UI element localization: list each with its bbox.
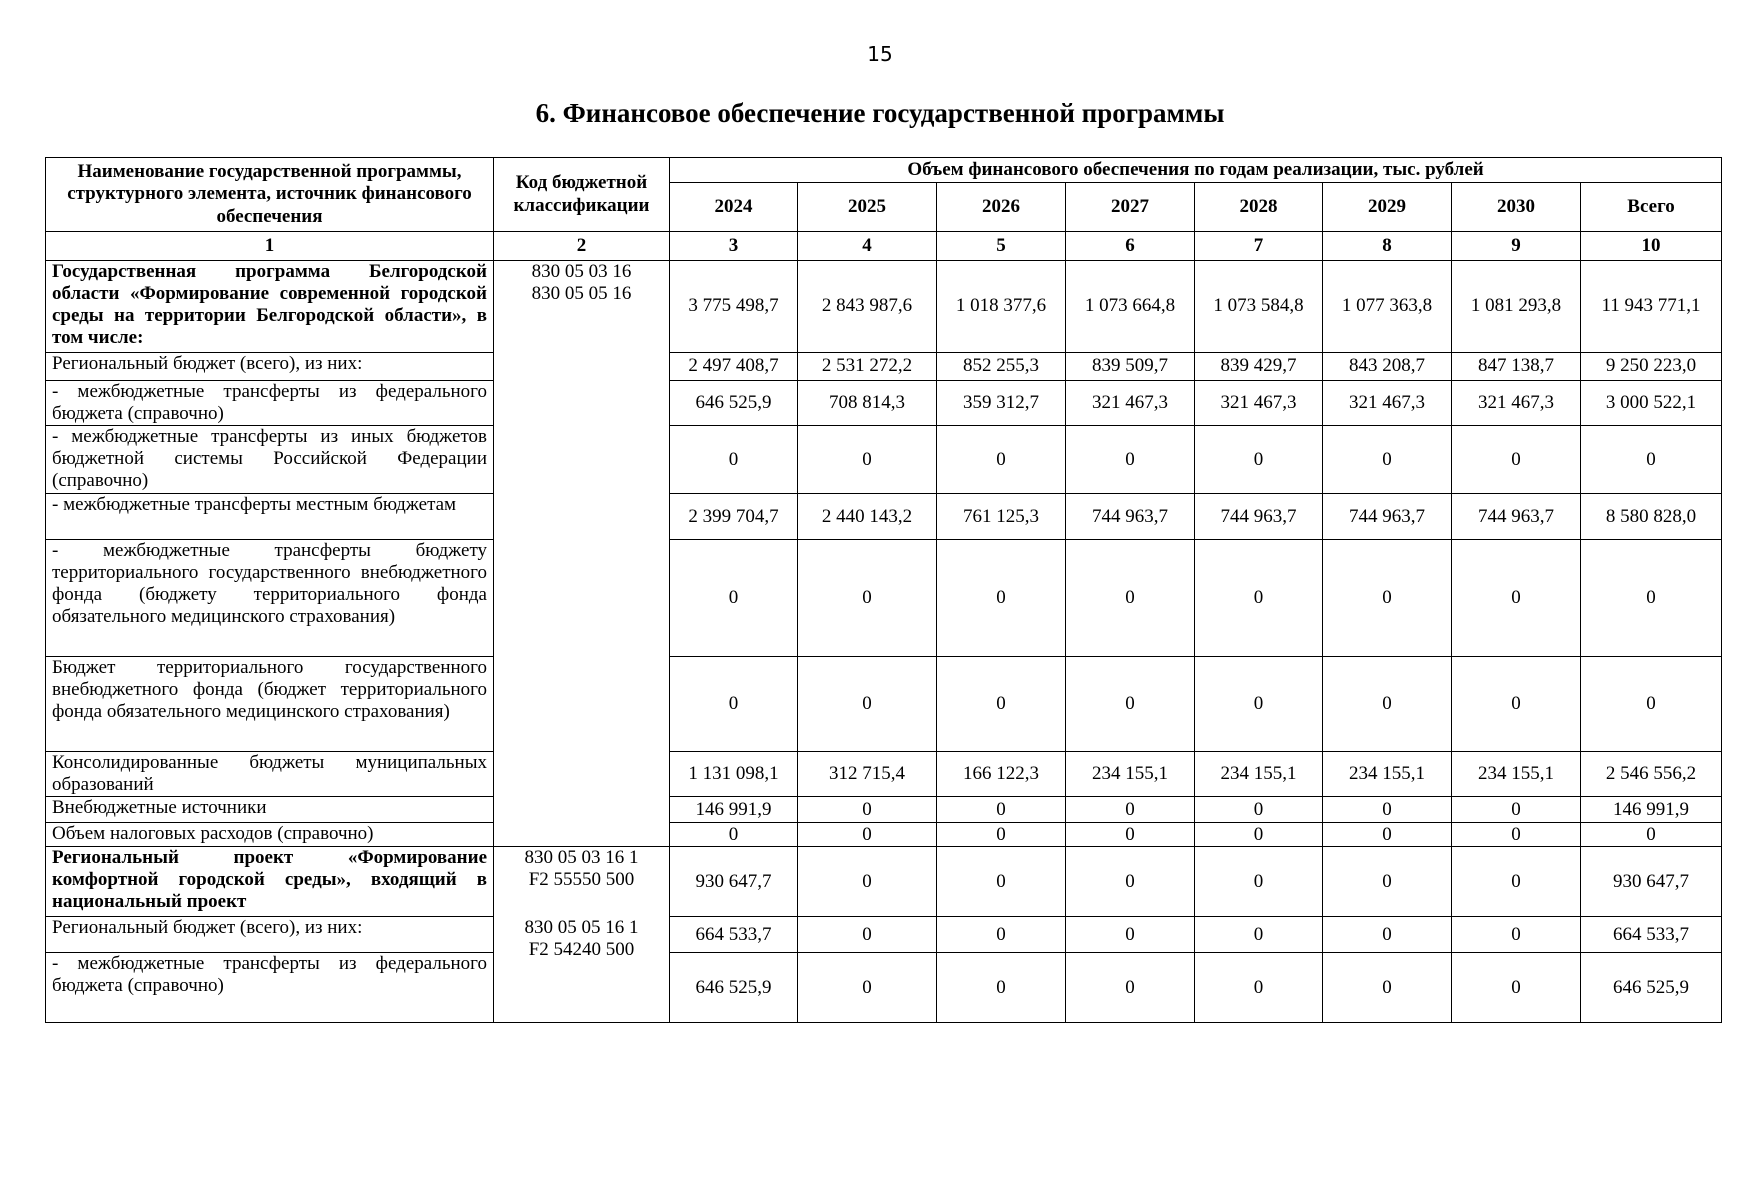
value-cell: 0 [1066, 797, 1195, 823]
table-row [46, 917, 1722, 953]
table-row [46, 540, 1722, 657]
value-cell: 0 [1452, 540, 1581, 657]
value-cell: 0 [1066, 540, 1195, 657]
table-row [46, 657, 1722, 752]
value-cell: 321 467,3 [1452, 381, 1581, 426]
table-row [46, 426, 1722, 494]
row-name: Консолидированные бюджеты муниципальных образований [46, 752, 494, 797]
value-cell: 0 [1066, 823, 1195, 847]
value-cell: 646 525,9 [670, 381, 798, 426]
total-cell: 664 533,7 [1581, 917, 1722, 953]
value-cell: 0 [937, 540, 1066, 657]
column-number: 6 [1066, 232, 1195, 261]
row-name: Региональный бюджет (всего), из них: [46, 353, 494, 381]
value-cell: 0 [1323, 426, 1452, 494]
budget-code-cell [494, 847, 670, 917]
table-row [46, 381, 1722, 426]
value-cell: 0 [1452, 657, 1581, 752]
value-cell: 646 525,9 [670, 953, 798, 1023]
value-cell: 761 125,3 [937, 494, 1066, 540]
table-row [46, 353, 1722, 381]
value-cell: 359 312,7 [937, 381, 1066, 426]
budget-code-cell [494, 261, 670, 847]
column-number-row [46, 232, 1722, 261]
budget-code: 830 05 03 16 [531, 261, 632, 282]
value-cell: 0 [1323, 823, 1452, 847]
column-number: 9 [1452, 232, 1581, 261]
row-name: Объем налоговых расходов (справочно) [46, 823, 494, 847]
value-cell: 321 467,3 [1323, 381, 1452, 426]
total-cell: 8 580 828,0 [1581, 494, 1722, 540]
value-cell: 0 [937, 847, 1066, 917]
total-cell: 146 991,9 [1581, 797, 1722, 823]
value-cell: 847 138,7 [1452, 353, 1581, 381]
value-cell: 1 073 664,8 [1066, 261, 1195, 353]
header-volume: Объем финансового обеспечения по годам реализации, тыс. рублей [670, 158, 1722, 183]
value-cell: 0 [1066, 847, 1195, 917]
value-cell: 0 [670, 540, 798, 657]
value-cell: 1 018 377,6 [937, 261, 1066, 353]
value-cell: 852 255,3 [937, 353, 1066, 381]
total-cell: 9 250 223,0 [1581, 353, 1722, 381]
value-cell: 2 497 408,7 [670, 353, 798, 381]
column-number: 10 [1581, 232, 1722, 261]
value-cell: 234 155,1 [1452, 752, 1581, 797]
value-cell: 0 [1195, 847, 1323, 917]
value-cell: 0 [670, 426, 798, 494]
header-year: 2027 [1066, 183, 1195, 232]
table-row [46, 953, 1722, 1023]
value-cell: 744 963,7 [1452, 494, 1581, 540]
value-cell: 0 [1452, 823, 1581, 847]
value-cell: 0 [798, 426, 937, 494]
value-cell: 664 533,7 [670, 917, 798, 953]
header-year: 2025 [798, 183, 937, 232]
value-cell: 708 814,3 [798, 381, 937, 426]
value-cell: 312 715,4 [798, 752, 937, 797]
value-cell: 0 [1195, 823, 1323, 847]
value-cell: 0 [1323, 657, 1452, 752]
total-cell: 0 [1581, 823, 1722, 847]
value-cell: 234 155,1 [1323, 752, 1452, 797]
value-cell: 839 509,7 [1066, 353, 1195, 381]
header-name: Наименование государственной программы, структурного элемента, источник финансового обеспечения [46, 158, 494, 232]
row-name: - межбюджетные трансферты из иных бюджетов бюджетной системы Российской Федерации (справочно) [46, 426, 494, 494]
header-year: 2030 [1452, 183, 1581, 232]
value-cell: 0 [1195, 917, 1323, 953]
value-cell: 0 [1323, 917, 1452, 953]
value-cell: 0 [670, 657, 798, 752]
section-title: 6. Финансовое обеспечение государственной программы [535, 98, 1225, 128]
value-cell: 0 [937, 823, 1066, 847]
value-cell: 0 [937, 953, 1066, 1023]
header-code: Код бюджетной классификации [494, 158, 670, 232]
value-cell: 744 963,7 [1323, 494, 1452, 540]
table-row [46, 823, 1722, 847]
row-name: Внебюджетные источники [46, 797, 494, 823]
value-cell: 0 [1066, 953, 1195, 1023]
value-cell: 0 [1195, 797, 1323, 823]
value-cell: 0 [937, 426, 1066, 494]
row-name: - межбюджетные трансферты местным бюджетам [46, 494, 494, 540]
value-cell: 1 081 293,8 [1452, 261, 1581, 353]
row-name: - межбюджетные трансферты бюджету территориального государственного внебюджетного фонда (бюджету территориального фонда обязательного медицинского страхования) [46, 540, 494, 657]
table-row [46, 847, 1722, 917]
page-number: 15 [867, 42, 893, 66]
value-cell: 0 [1452, 917, 1581, 953]
value-cell: 321 467,3 [1195, 381, 1323, 426]
value-cell: 0 [1195, 426, 1323, 494]
total-cell: 930 647,7 [1581, 847, 1722, 917]
value-cell: 1 077 363,8 [1323, 261, 1452, 353]
value-cell: 0 [1452, 953, 1581, 1023]
row-name: Бюджет территориального государственного внебюджетного фонда (бюджет территориального фонда обязательного медицинского страхования) [46, 657, 494, 752]
value-cell: 0 [798, 917, 937, 953]
header-year: 2028 [1195, 183, 1323, 232]
row-name: Региональный проект «Формирование комфортной городской среды», входящий в национальный проект [46, 847, 494, 917]
header-year: 2029 [1323, 183, 1452, 232]
value-cell: 2 531 272,2 [798, 353, 937, 381]
value-cell: 0 [1452, 426, 1581, 494]
value-cell: 0 [1195, 657, 1323, 752]
column-number: 8 [1323, 232, 1452, 261]
value-cell: 0 [798, 847, 937, 917]
total-cell: 646 525,9 [1581, 953, 1722, 1023]
financing-table [45, 157, 1722, 1023]
header-total: Всего [1581, 183, 1722, 232]
header-year: 2026 [937, 183, 1066, 232]
total-cell: 11 943 771,1 [1581, 261, 1722, 353]
value-cell: 2 843 987,6 [798, 261, 937, 353]
value-cell: 0 [798, 797, 937, 823]
value-cell: 0 [798, 953, 937, 1023]
value-cell: 0 [1195, 540, 1323, 657]
value-cell: 2 399 704,7 [670, 494, 798, 540]
value-cell: 930 647,7 [670, 847, 798, 917]
value-cell: 843 208,7 [1323, 353, 1452, 381]
column-number: 3 [670, 232, 798, 261]
value-cell: 0 [798, 823, 937, 847]
budget-code: 830 05 05 16 [531, 283, 632, 305]
value-cell: 0 [1066, 657, 1195, 752]
value-cell: 0 [1323, 953, 1452, 1023]
value-cell: 744 963,7 [1066, 494, 1195, 540]
value-cell: 0 [1452, 797, 1581, 823]
value-cell: 0 [937, 797, 1066, 823]
budget-code: 830 05 05 16 1 F2 54240 500 [524, 916, 639, 960]
value-cell: 3 775 498,7 [670, 261, 798, 353]
value-cell: 744 963,7 [1195, 494, 1323, 540]
total-cell: 0 [1581, 657, 1722, 752]
column-number: 2 [494, 232, 670, 261]
row-name: Региональный бюджет (всего), из них: [46, 917, 494, 953]
column-number: 1 [46, 232, 494, 261]
value-cell: 166 122,3 [937, 752, 1066, 797]
value-cell: 0 [1066, 917, 1195, 953]
value-cell: 321 467,3 [1066, 381, 1195, 426]
table-row [46, 752, 1722, 797]
value-cell: 146 991,9 [670, 797, 798, 823]
column-number: 5 [937, 232, 1066, 261]
value-cell: 2 440 143,2 [798, 494, 937, 540]
value-cell: 0 [1323, 540, 1452, 657]
total-cell: 3 000 522,1 [1581, 381, 1722, 426]
row-name: - межбюджетные трансферты из федерального бюджета (справочно) [46, 381, 494, 426]
budget-code-cell [494, 917, 670, 1023]
value-cell: 234 155,1 [1195, 752, 1323, 797]
value-cell: 0 [1452, 847, 1581, 917]
table-row [46, 494, 1722, 540]
value-cell: 0 [670, 823, 798, 847]
row-name: Государственная программа Белгородской области «Формирование современной городской среды на территории Белгородской области», в том числе: [46, 261, 494, 353]
column-number: 7 [1195, 232, 1323, 261]
value-cell: 0 [937, 657, 1066, 752]
value-cell: 0 [1195, 953, 1323, 1023]
value-cell: 1 073 584,8 [1195, 261, 1323, 353]
total-cell: 2 546 556,2 [1581, 752, 1722, 797]
value-cell: 839 429,7 [1195, 353, 1323, 381]
row-name: - межбюджетные трансферты из федерального бюджета (справочно) [46, 953, 494, 1023]
header-row-top [46, 158, 1722, 183]
value-cell: 1 131 098,1 [670, 752, 798, 797]
value-cell: 234 155,1 [1066, 752, 1195, 797]
value-cell: 0 [937, 917, 1066, 953]
value-cell: 0 [1323, 797, 1452, 823]
value-cell: 0 [1323, 847, 1452, 917]
value-cell: 0 [798, 657, 937, 752]
value-cell: 0 [798, 540, 937, 657]
header-year: 2024 [670, 183, 798, 232]
total-cell: 0 [1581, 540, 1722, 657]
total-cell: 0 [1581, 426, 1722, 494]
budget-code: 830 05 03 16 1 F2 55550 500 [524, 847, 639, 891]
value-cell: 0 [1066, 426, 1195, 494]
table-row [46, 261, 1722, 353]
column-number: 4 [798, 232, 937, 261]
table-row [46, 797, 1722, 823]
